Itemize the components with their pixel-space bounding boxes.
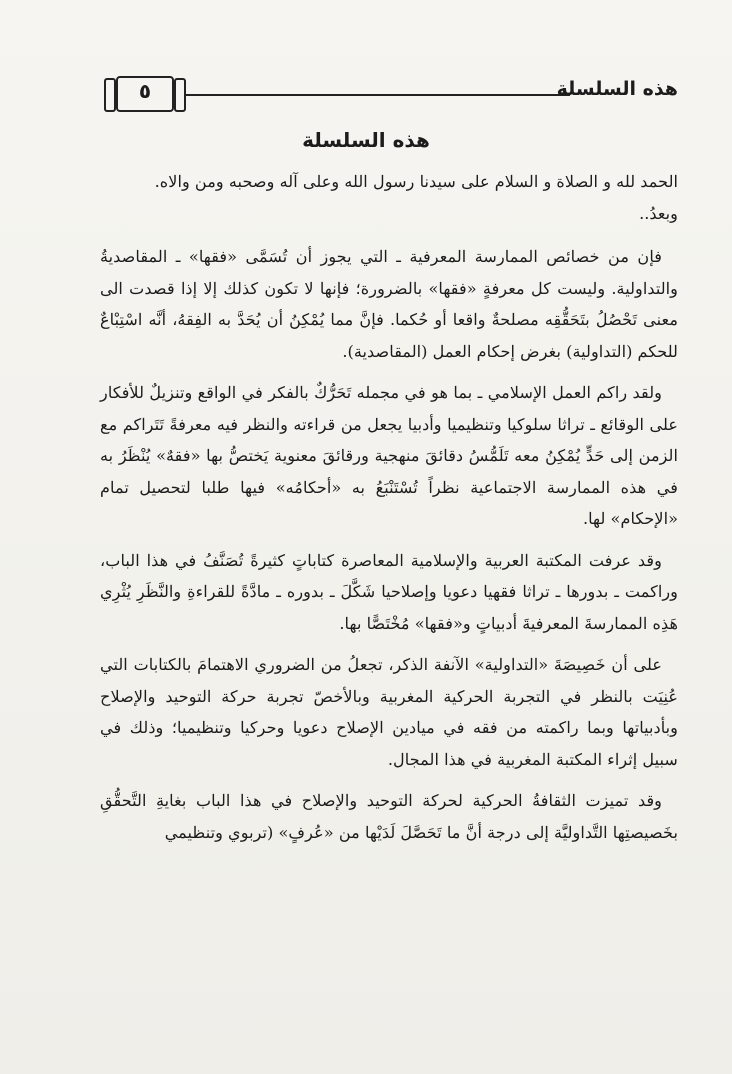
section-title: هذه السلسلة [302,128,430,152]
header-rule [186,94,570,96]
paragraph: فإن من خصائص الممارسة المعرفية ـ التي يجوز أن تُسَمَّى «فقها» ـ المقاصديةُ والتداولية. وليست كل معرفةٍ «فقها» بالضرورة؛ فإنها لا تكون كذلك إلا إذا قصدت الى معنى تَحْصُلُ بتَحَقُّقِه مصلحةٌ واقعا أو حُكما. فإنَّ مما يُمْكِنُ أن يُحَدَّ به الفِقهُ، أنَّه اسْتِبْاعٌ للحكم (التداولية) بغرض إحكام العمل (المقاصدية). [100,247,678,361]
paragraph: وقد تميزت الثقافةُ الحركية لحركة التوحيد والإصلاح في هذا الباب بغايةِ التَّحقُّقِ بخَصيصتِها التَّداوليَّة إلى درجة أنَّ ما تَحَصَّلَ لَدَيْها من «عُرفٍ» (تربوي وتنظيمي [100,791,678,842]
running-header [100,72,678,116]
page-number: ٥ [138,79,152,103]
body-text [100,166,678,858]
paragraph-greeting: الحمد لله و الصلاة و السلام على سيدنا رسول الله وعلى آله وصحبه ومن والاه. [154,172,678,191]
running-title: هذه السلسلة [556,78,678,100]
paragraph-transition: وبعدُ.. [639,203,678,223]
paragraph: وقد عرفت المكتبة العربية والإسلامية المعاصرة كتاباتٍ كثيرةً تُصَنَّفُ في هذا الباب، وراكمت ـ بدورها ـ تراثا فقهيا دعويا وإصلاحيا شَكَّلَ ـ بدوره ـ مادَّةً للقراءةِ والنَّظَرِ يُثْرِي هَذِه الممارسةَ المعرفيةَ أدبياتٍ و«فقها» مُخْتَصًّا بها. [100,550,678,633]
paragraph: على أن خَصِيصَةَ «التداولية» الآنفة الذكر، تجعلُ من الضروري الاهتمامَ بالكتابات التي عُنِيَت بالنظر في التجربة الحركية المغربية وبالأخصّ تجربة حركة التوحيد والإصلاح وبأدبياتها وبما راكمته من فقه في ميادين الإصلاح دعويا وحركيا وتنظيميا؛ وذلك في سبيل إثراء المكتبة المغربية في هذا المجال. [100,655,678,769]
page-number-box [104,76,186,112]
paragraph: ولقد راكم العمل الإسلامي ـ بما هو في مجمله تَحَرُّكٌ بالفكر في الواقع وتنزيلٌ للأفكار على الوقائع ـ تراثا سلوكيا وتنظيميا وأدبيا يجعل من قراءته والنظر فيه معرفةً تَتَراكم مع الزمن إلى حَدٍّ يُمْكِنُ معه تَلَمُّسُ دقائقَ منهجية ورقائقَ معنوية يَختصُّ بها «فقهٌ» يُنْظَرُ به في هذه الممارسة الاجتماعية نظراً تُسْتَنْبَعُ به «أحكامُه» فيها طلبا لتحصيل تمام «الإحكام» لها. [100,383,678,528]
